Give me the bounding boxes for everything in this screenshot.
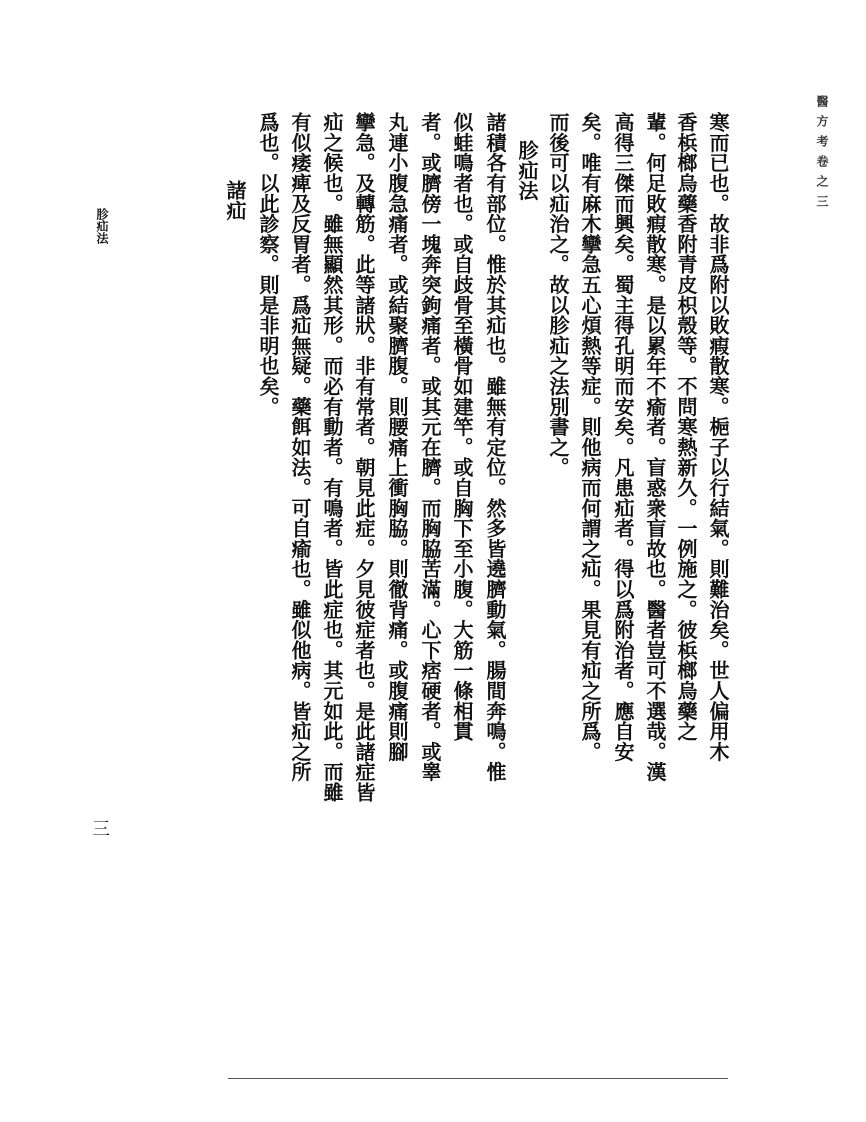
footer-margin-text: 胗疝法 bbox=[95, 208, 109, 244]
text-column-8: 似蛙鳴者也。或自歧骨至橫骨如建竿。或自胸下至小腹。大筋一條相貫 bbox=[450, 112, 474, 742]
text-column-9: 者。或臍傍一塊奔突鉤痛者。或其元在臍。而胸脇苦滿。心下痞硬者。或睾 bbox=[418, 112, 442, 782]
text-column-12: 疝之候也。雖無顯然其形。而必有動者。有鳴者。皆此症也。其元如此。而雖 bbox=[320, 112, 344, 803]
text-column-1: 寒而已也。故非爲附以敗瘕散寒。梔子以行結氣。則難治矣。世人偏用木 bbox=[706, 112, 730, 762]
text-column-13: 有似痿痺及反胃者。爲疝無疑。藥餌如法。可自瘉也。雖似他病。皆疝之所 bbox=[288, 112, 312, 782]
text-column-3: 輩。何足敗瘕散寒。是以累年不瘉者。盲惑衆盲故也。醫者豈可不選哉。漢 bbox=[643, 112, 667, 782]
text-column-14: 爲也。以此診察。則是非明也矣。 bbox=[256, 112, 280, 417]
section-heading-zhenshan: 胗疝法 bbox=[515, 140, 539, 201]
text-column-2: 香梹榔烏藥香附青皮枳殼等。不問寒熱新久。一例施之。彼梹榔烏藥之 bbox=[674, 112, 698, 742]
page-number: 三 bbox=[92, 819, 110, 840]
header-margin-text: 醫方考卷之三 bbox=[815, 95, 829, 215]
bottom-rule bbox=[228, 1078, 728, 1079]
text-column-5: 矣。唯有麻木攣急五心煩熱等症。則他病而何謂之疝。果見有疝之所爲。 bbox=[578, 112, 602, 762]
text-column-6: 而後可以疝治之。故以胗疝之法別書之。 bbox=[546, 112, 570, 478]
section-heading-zhushan: 諸疝 bbox=[223, 180, 247, 221]
text-column-4: 高得三傑而興矣。蜀主得孔明而安矣。凡患疝者。得以爲附治者。應自安 bbox=[611, 112, 635, 762]
text-column-10: 丸連小腹急痛者。或結聚臍腹。則腰痛上衝胸脇。則徹背痛。或腹痛則腳 bbox=[385, 112, 409, 762]
text-column-11: 攣急。及轉筋。此等諸狀。非有常者。朝見此症。夕見彼症者也。是此諸症皆 bbox=[352, 112, 376, 803]
text-column-7: 諸積各有部位。惟於其疝也。雖無有定位。然多皆遶臍動氣。腸間奔鳴。惟 bbox=[483, 112, 507, 782]
